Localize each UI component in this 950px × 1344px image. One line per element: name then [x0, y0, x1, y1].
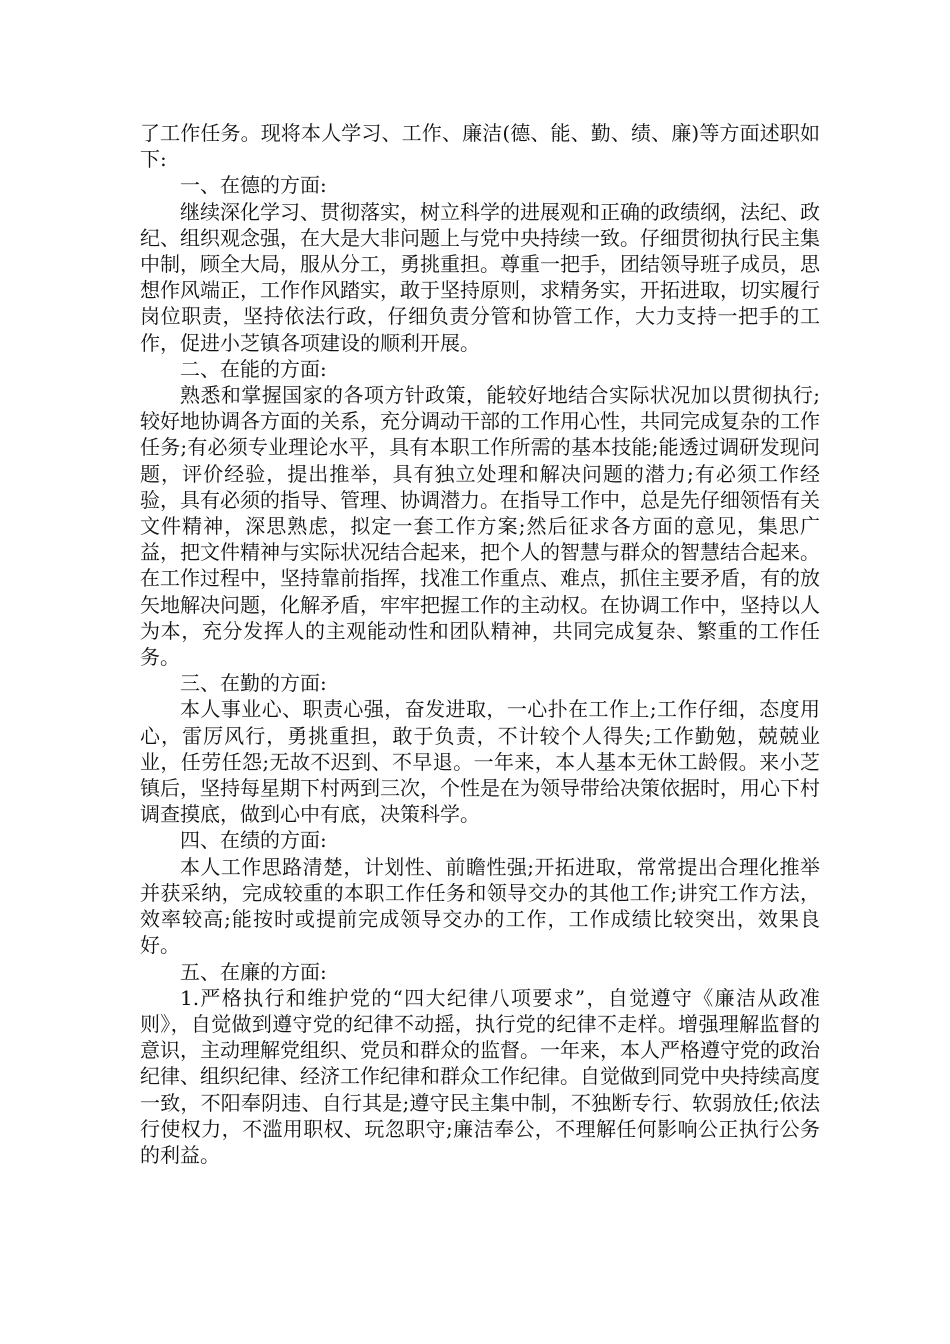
section-body-achievement: 本人工作思路清楚，计划性、前瞻性强;开拓进取，常常提出合理化推举并获采纳，完成较重的本职工作任务和领导交办的其他工作;讲究工作方法，效率较高;能按时或提前完成领导交办的工作，工作成绩比较突出，效果良好。: [140, 854, 820, 958]
intro-paragraph: 了工作任务。现将本人学习、工作、廉洁(德、能、勤、绩、廉)等方面述职如下:: [140, 121, 820, 172]
section-heading-morality: 一、在德的方面:: [180, 173, 327, 198]
section-heading-ability: 二、在能的方面:: [180, 356, 327, 381]
section-body-ability: 熟悉和掌握国家的各项方针政策，能较好地结合实际状况加以贯彻执行;较好地协调各方面的关系，充分调动干部的工作用心性，共同完成复杂的工作任务;有必须专业理论水平，具有本职工作所需的基本技能;能透过调研发现问题，评价经验，提出推举，具有独立处理和解决问题的潜力;有必须工作经验，具有必须的指导、管理、协调潜力。在指导工作中，总是先仔细领悟有关文件精神，深思熟虑，拟定一套工作方案;然后征求各方面的意见，集思广益，把文件精神与实际状况结合起来，把个人的智慧与群众的智慧结合起来。在工作过程中，坚持靠前指挥，找准工作重点、难点，抓住主要矛盾，有的放矢地解决问题，化解矛盾，牢牢把握工作的主动权。在协调工作中，坚持以人为本，充分发挥人的主观能动性和团队精神，共同完成复杂、繁重的工作任务。: [140, 383, 820, 670]
section-body-diligence: 本人事业心、职责心强，奋发进取，一心扑在工作上;工作仔细，态度用心，雷厉风行，勇挑重担，敢于负责，不计较个人得失;工作勤勉，兢兢业业，任劳任怨;无故不迟到、不早退。一年来，本人基本无休工龄假。来小芝镇后，坚持每星期下村两到三次，个性是在为领导带给决策依据时，用心下村调查摸底，做到心中有底，决策科学。: [140, 697, 820, 827]
section-heading-achievement: 四、在绩的方面:: [180, 828, 327, 853]
section-heading-diligence: 三、在勤的方面:: [180, 671, 327, 696]
document-body: [140, 120, 820, 1168]
section-body-morality: 继续深化学习、贯彻落实，树立科学的进展观和正确的政绩纲，法纪、政纪、组织观念强，在大是大非问题上与党中央持续一致。仔细贯彻执行民主集中制，顾全大局，服从分工，勇挑重担。尊重一把手，团结领导班子成员，思想作风端正，工作作风踏实，敢于坚持原则，求精务实，开拓进取，切实履行岗位职责，坚持依法行政，仔细负责分管和协管工作，大力支持一把手的工作，促进小芝镇各项建设的顺利开展。: [140, 199, 820, 355]
section-body-integrity: 1.严格执行和维护党的“四大纪律八项要求”，自觉遵守《廉洁从政准则》，自觉做到遵守党的纪律不动摇，执行党的纪律不走样。增强理解监督的意识，主动理解党组织、党员和群众的监督。一年来，本人严格遵守党的政治纪律、组织纪律、经济工作纪律和群众工作纪律。自觉做到同党中央持续高度一致，不阳奉阴违、自行其是;遵守民主集中制，不独断专行、软弱放任;依法行使权力，不滥用职权、玩忽职守;廉洁奉公，不理解任何影响公正执行公务的利益。: [140, 985, 820, 1167]
section-heading-integrity: 五、在廉的方面:: [180, 959, 327, 984]
